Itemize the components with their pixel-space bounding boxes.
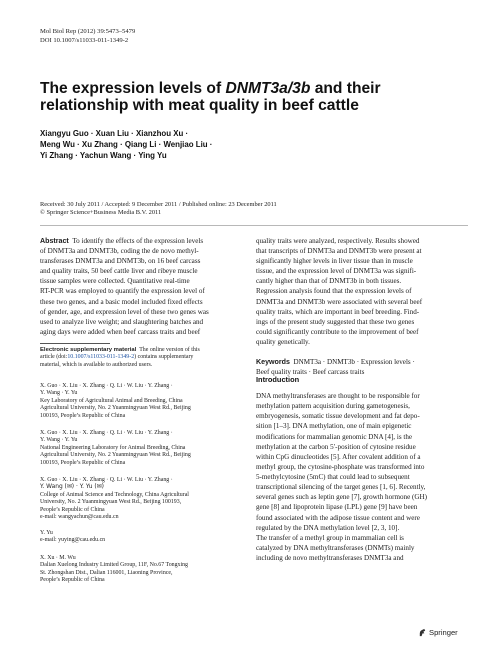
abstract-right	[256, 236, 468, 377]
abstract-line: these two genes, and a basic model included fixed effects	[40, 297, 203, 306]
abstract-line: RT-PCR was employed to quantify the expression level of	[40, 287, 205, 296]
keywords-line: Beef quality traits · Beef carcass traits	[256, 368, 365, 377]
doi-link[interactable]: 10.1007/s11033-011-1349-2	[67, 354, 135, 361]
abstract-line: aging days were added when beef carcass traits and beef	[40, 327, 201, 336]
abstract-line: Regression analysis found that the expression levels of	[256, 287, 412, 296]
section-heading: Introduction	[256, 375, 300, 384]
abstract-line: and quality traits, 50 beef cattle liver and ribeye muscle	[40, 267, 198, 276]
abstract-line: transferases DNMT3a and DNMT3b, on 16 beef carcass	[40, 257, 201, 266]
abstract-line: quality traits, which are important in beef breeding. Find-	[256, 307, 420, 316]
author-line: Meng Wu · Xu Zhang · Qiang Li · Wenjiao Liu ·	[40, 140, 213, 149]
publication-dates	[40, 201, 460, 218]
abstract-line: Abstract To identify the effects of the expression levels	[40, 237, 204, 245]
abstract-line: significantly higher levels in liver tissue than in muscle	[256, 257, 413, 266]
abstract-line: of DNMT3a and DNMT3b, coding the de novo methyl-	[40, 247, 199, 256]
affiliation-block: X. Guo · X. Liu · X. Zhang · Q. Li · W. Liu · Y. Zhang · Y. Wang · Y. Yu Key Laboratory of Agricultural Animal and Breeding, China Agricultural University, No. 2 Yuanmingyuan West Rd., Beijing 100193, People’s Republic of China	[40, 383, 191, 419]
abstract-line: ings of the present study suggested that these two genes	[256, 317, 415, 326]
keywords: Keywords DNMT3a · DNMT3b · Expression levels ·	[256, 358, 415, 367]
email-address[interactable]: e-mail: yuying@cau.edu.cn	[40, 537, 106, 544]
abstract-line: of gender, age, and expression level of these two genes was	[40, 307, 209, 316]
affiliation-block: X. Xu · M. Wu Dalian Xuelong Industry Limited Group, 11F, No.67 Tongxing St. Zhongshan Dist., Dalian 116001, Liaoning Province, People’s Republic of China	[40, 555, 189, 584]
abstract-line: tissue, and the expression level of DNMT3a was signifi-	[256, 267, 417, 276]
abstract-label: Abstract	[40, 237, 69, 245]
abstract-line: used to analyze live weight; and slaughtering batches and	[40, 317, 204, 326]
footnote-divider	[40, 343, 110, 344]
copyright-line: © Springer Science+Business Media B.V. 2011	[40, 209, 162, 217]
esm-label: Electronic supplementary material	[40, 347, 137, 353]
author-line: Yi Zhang · Yachun Wang · Ying Yu	[40, 151, 167, 160]
supplementary-note: Electronic supplementary material The online version of this article (doi:10.1007/s11033-011-1349-2) contains supplementary material, which is available to authorized users.	[40, 347, 200, 368]
journal-citation: Mol Biol Rep (2012) 39:5473–5479	[40, 28, 136, 35]
affiliation-block: X. Guo · X. Liu · X. Zhang · Q. Li · W. Liu · Y. Zhang · Y. Wang · Y. Yu National Engineering Laboratory for Animal Breeding, China Agricultural University, No. 2 Yuanmingyuan West Rd., Beijing 100193, People’s Republic of China	[40, 430, 191, 466]
author-list	[40, 128, 460, 161]
dates-line: Received: 30 July 2011 / Accepted: 9 December 2011 / Published online: 23 December 2011	[40, 201, 277, 208]
introduction-text: DNA methyltransferases are thought to be responsible for methylation pattern acquisition during gametogenesis, embryogenesis, somatic tissue development and fat depo- sition [1–3]. DNA methylation, one of main epigenetic modifications for mammalian genomic DNA [4], is the methylation at the carbon 5′-position of cytosine residue within CpG dinucleotides [5]. After covalent addition of a methyl group, the cytosine-phosphate was transformed into 5-methylcytosine (5mC) that could lead to subsequent transcriptional silencing of the target genes [1, 6]. Recently, several genes such as leptin gene [7], growth hormone (GH) gene [8] and lipoprotein lipase (LPL) gene [9] have been found associated with the adipose tissue content and were regulated by the DNA methylation level [2, 3, 10]. The transfer of a methyl group in mammalian cell is catalyzed by DNA methyltransferases (DNMTs) mainly including de novo methyltransferases DNMT3a and	[256, 392, 427, 562]
abstract-line: quality traits were analyzed, respectively. Results showed	[256, 237, 420, 245]
abstract-line: tissue samples were collected. Quantitative real-time	[40, 277, 190, 286]
publisher-logo	[418, 628, 458, 637]
abstract-line: quality genetically.	[256, 337, 310, 346]
abstract-line: DNMT3a and DNMT3b were associated with several beef	[256, 297, 423, 306]
abstract-line: that transcripts of DNMT3a and DNMT3b were present at	[256, 247, 422, 256]
affiliation-block: Y. Yu e-mail: yuying@cau.edu.cn	[40, 530, 240, 545]
affiliation-block: X. Guo · X. Liu · X. Zhang · Q. Li · W. Liu · Y. Zhang · Y. Wang (✉) · Y. Yu (✉) College of Animal Science and Technology, China Agricultural University, No. 2 Yuanmingyuan West Rd., Beijing 100193, People’s Republic of China e-mail: wangyachun@cau.edu.cn	[40, 477, 240, 521]
publisher-name: Springer	[429, 628, 458, 637]
header-divider	[40, 225, 468, 226]
keywords-label: Keywords	[256, 358, 290, 367]
abstract-line: cantly higher than that of DNMT3b in both tissues.	[256, 277, 402, 286]
abstract-left	[40, 236, 240, 337]
springer-horse-icon	[418, 628, 427, 637]
abstract-line: could significantly contribute to the improvement of beef	[256, 327, 419, 336]
article-doi: DOI 10.1007/s11033-011-1349-2	[40, 37, 129, 44]
email-address[interactable]: e-mail: wangyachun@cau.edu.cn	[40, 514, 119, 521]
author-line: Xiangyu Guo · Xuan Liu · Xianzhou Xu ·	[40, 129, 189, 138]
article-title: The expression levels of DNMT3a/3b and their relationship with meat quality in beef cattle	[40, 80, 381, 114]
